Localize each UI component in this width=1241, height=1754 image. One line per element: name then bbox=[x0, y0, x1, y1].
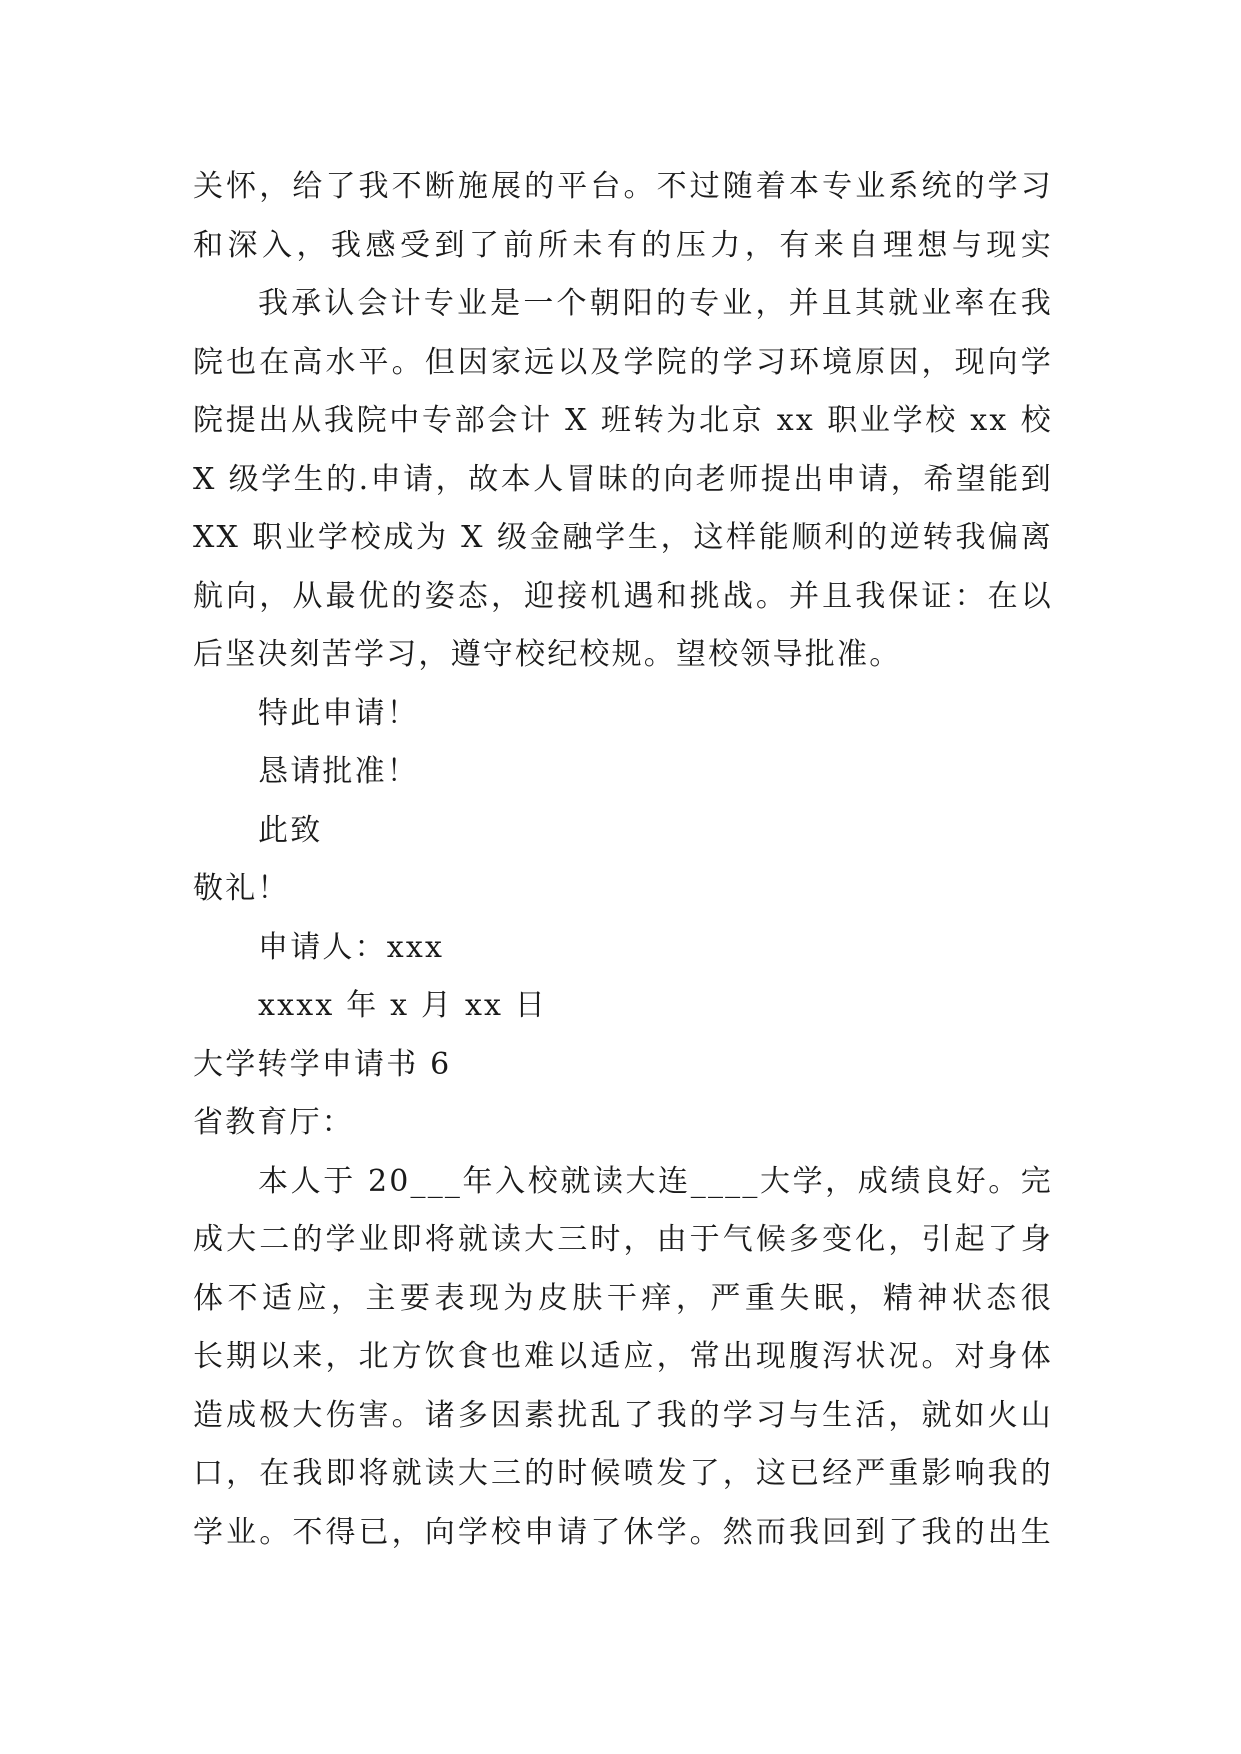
text-line: xxxx 年 x 月 xx 日 bbox=[258, 988, 548, 1023]
text-line: 口，在我即将就读大三的时候喷发了，这已经严重影响我的 bbox=[193, 1456, 1053, 1491]
text-line: 申请人：xxx bbox=[258, 929, 445, 965]
text-line: XX 职业学校成为 X 级金融学生，这样能顺利的逆转我偏离 bbox=[193, 520, 1053, 555]
text-line: 院提出从我院中专部会计 X 班转为北京 xx 职业学校 xx 校 bbox=[193, 403, 1053, 438]
text-line: 关怀，给了我不断施展的平台。不过随着本专业系统的学习 bbox=[193, 169, 1053, 204]
text-line: 院也在高水平。但因家远以及学院的学习环境原因，现向学 bbox=[193, 344, 1053, 380]
text-line: 本人于 20___年入校就读大连____大学，成绩良好。完 bbox=[258, 1163, 1053, 1199]
text-line: 我承认会计专业是一个朝阳的专业，并且其就业率在我 bbox=[258, 286, 1053, 321]
text-line: 和深入，我感受到了前所未有的压力，有来自理想与现实 bbox=[193, 227, 1053, 263]
document-body bbox=[193, 158, 1053, 1562]
text-line: 恳请批准！ bbox=[258, 754, 419, 789]
text-line: 此致 bbox=[258, 812, 323, 848]
text-line: 长期以来，北方饮食也难以适应，常出现腹泻状况。对身体 bbox=[193, 1339, 1053, 1374]
text-line: X 级学生的.申请，故本人冒昧的向老师提出申请，希望能到 bbox=[193, 461, 1053, 497]
salutation: 省教育厅： bbox=[193, 1105, 354, 1140]
text-line: 学业。不得已，向学校申请了休学。然而我回到了我的出生 bbox=[193, 1514, 1053, 1550]
text-line: 航向，从最优的姿态，迎接机遇和挑战。并且我保证：在以 bbox=[193, 578, 1053, 614]
text-line: 造成极大伤害。诸多因素扰乱了我的学习与生活，就如火山 bbox=[193, 1397, 1053, 1433]
text-line: 体不适应，主要表现为皮肤干痒，严重失眠，精神状态很 bbox=[193, 1280, 1053, 1316]
text-line: 敬礼！ bbox=[193, 871, 290, 906]
text-line: 成大二的学业即将就读大三时，由于气候多变化，引起了身 bbox=[193, 1222, 1053, 1257]
section-heading: 大学转学申请书 6 bbox=[193, 1046, 452, 1082]
text-line: 特此申请！ bbox=[258, 695, 419, 731]
text-line: 后坚决刻苦学习，遵守校纪校规。望校领导批准。 bbox=[193, 637, 902, 672]
